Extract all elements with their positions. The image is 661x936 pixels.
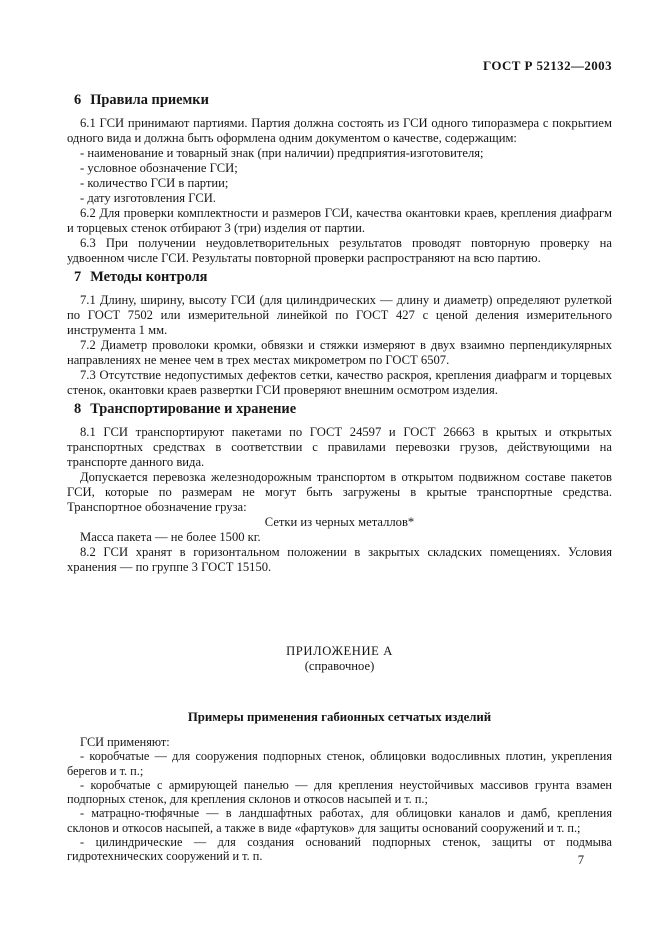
section-6-title: [74, 91, 612, 110]
paragraph-6-2: 6.2 Для проверки комплектности и размеров ГСИ, качества окантовки краев, крепления диафрагм и торцевых стенок отбирают 3 (три) изделия от партии.: [67, 206, 612, 235]
section-8-number: 8: [74, 401, 82, 417]
section-7-title-text: Методы контроля: [90, 269, 208, 285]
paragraph-8-1-continued: Допускается перевозка железнодорожным транспортом в открытом подвижном составе пакетов ГСИ, которые по размерам не могут быть загружены в крытые транспортные средства. Транспортное обозначение груза:: [67, 470, 612, 514]
appendix-a: [67, 644, 612, 864]
appendix-item: - цилиндрические — для создания оснований подпорных стенок, защиты от подмыва гидротехнических сооружений и т. п.: [67, 835, 612, 864]
appendix-subtitle: (справочное): [304, 659, 375, 673]
cargo-designation: Сетки из черных металлов*: [264, 515, 415, 529]
paragraph-6-3: 6.3 При получении неудовлетворительных результатов проводят повторную проверку на удвоенном числе ГСИ. Результаты повторной проверки распространяют на всю партию.: [67, 236, 612, 265]
section-7-number: 7: [74, 269, 82, 285]
list-item: - количество ГСИ в партии;: [80, 176, 229, 190]
section-7-title: [74, 268, 612, 287]
package-mass-line: Масса пакета — не более 1500 кг.: [80, 530, 261, 544]
page-number: 7: [577, 853, 584, 867]
appendix-intro: ГСИ применяют:: [80, 735, 170, 749]
paragraph-8-2: 8.2 ГСИ хранят в горизонтальном положении в закрытых складских помещениях. Условия хранения — по группе 3 ГОСТ 15150.: [67, 545, 612, 574]
paragraph-6-1: 6.1 ГСИ принимают партиями. Партия должна состоять из ГСИ одного типоразмера с покрытием одного вида и должна быть оформлена одним документом о качестве, содержащим:: [67, 116, 612, 145]
section-7: [67, 268, 612, 398]
appendix-item: - матрацно-тюфячные — в ландшафтных работах, для облицовки каналов и дамб, крепления склонов и откосов насыпей, а также в виде «фартуков» для защиты оснований сооружений и т. п.;: [67, 806, 612, 835]
section-6-number: 6: [74, 92, 82, 108]
list-item: - дату изготовления ГСИ.: [80, 191, 216, 205]
list-item: - условное обозначение ГСИ;: [80, 161, 238, 175]
appendix-heading: Примеры применения габионных сетчатых изделий: [187, 710, 492, 724]
list-item: - наименование и товарный знак (при наличии) предприятия-изготовителя;: [80, 146, 484, 160]
paragraph-8-1: 8.1 ГСИ транспортируют пакетами по ГОСТ 24597 и ГОСТ 26663 в крытых и открытых транспортных средствах в соответствии с правилами перевозки грузов, действующими на транспорте данного вида.: [67, 425, 612, 469]
section-6-title-text: Правила приемки: [90, 92, 209, 108]
section-8-title: [74, 400, 612, 419]
paragraph-7-2: 7.2 Диаметр проволоки кромки, обвязки и стяжки измеряют в двух взаимно перпендикулярных направлениях не менее чем в трех местах микрометром по ГОСТ 6507.: [67, 338, 612, 367]
appendix-item: - коробчатые с армирующей панелью — для крепления неустойчивых массивов грунта взамен подпорных стенок, для крепления склонов и откосов насыпей и т. п.;: [67, 777, 612, 807]
section-8: [67, 400, 612, 575]
doc-code-header: ГОСТ Р 52132—2003: [482, 58, 612, 73]
paragraph-7-1: 7.1 Длину, ширину, высоту ГСИ (для цилиндрических — длину и диаметр) определяют рулеткой по ГОСТ 7502 или измерительной линейкой по ГОСТ 427 с ценой деления измерительного инструмента 1 мм.: [67, 293, 612, 337]
appendix-item: - коробчатые — для сооружения подпорных стенок, облицовки водосливных плотин, укрепления берегов и т. п.;: [67, 749, 612, 778]
appendix-title: ПРИЛОЖЕНИЕ А: [286, 644, 393, 658]
section-6: [67, 91, 612, 266]
section-8-title-text: Транспортирование и хранение: [90, 401, 297, 417]
appendix-body: [67, 735, 612, 864]
paragraph-7-3: 7.3 Отсутствие недопустимых дефектов сетки, качество раскроя, крепления диафрагм и торцевых стенок, окантовки краев развертки ГСИ проверяют внешним осмотром изделия.: [67, 368, 612, 397]
